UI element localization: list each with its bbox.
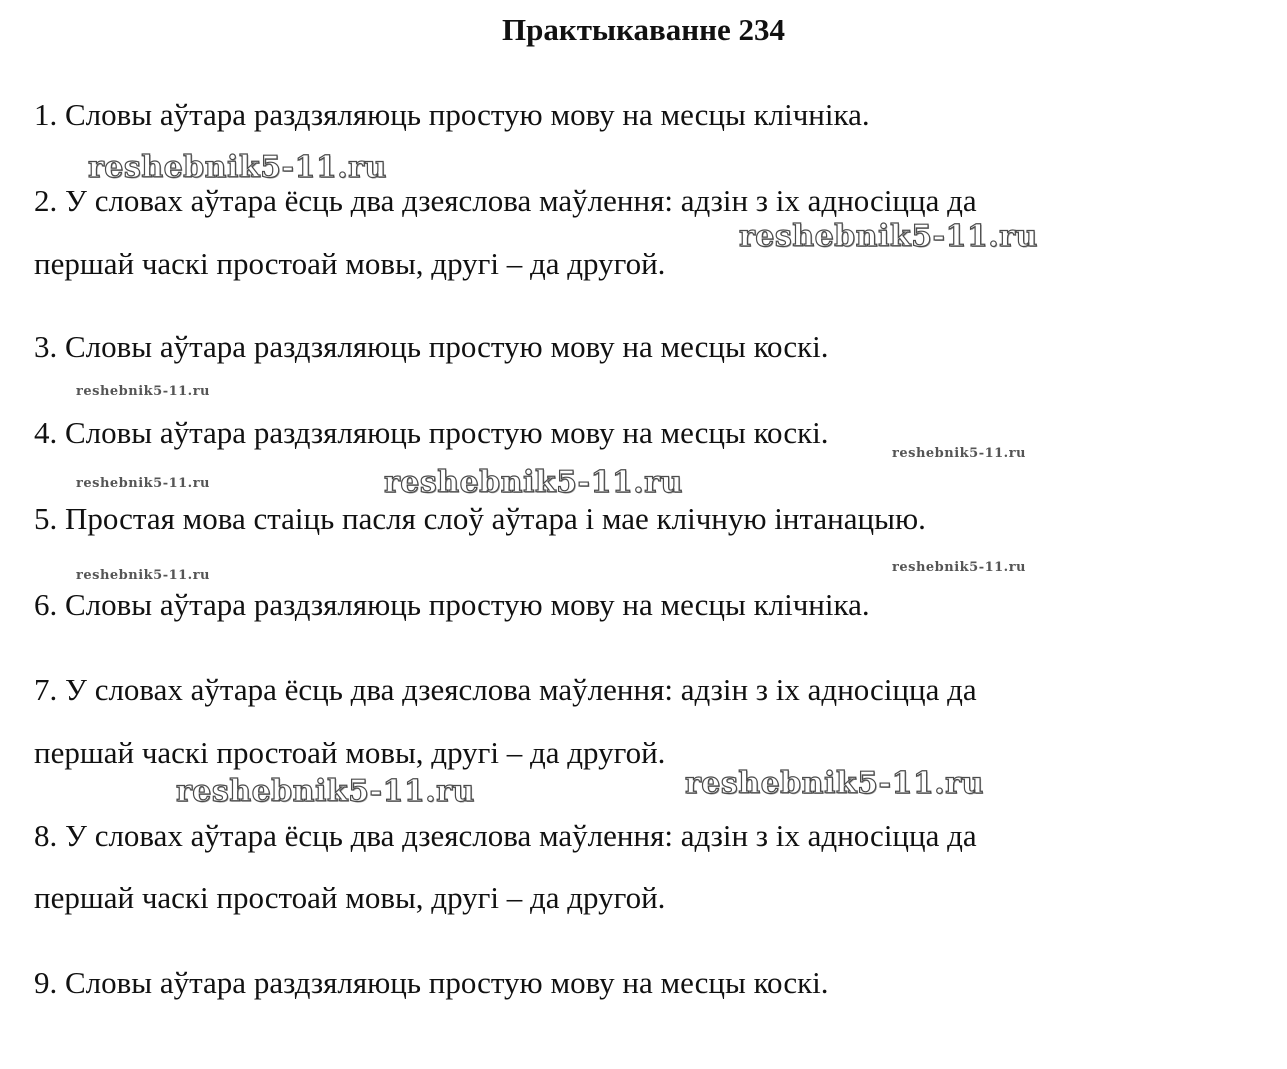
answer-line-7-cont: першай часкі простоай мовы, другі – да другой. bbox=[34, 735, 666, 770]
watermark: reshebnik5-11.ru bbox=[176, 774, 475, 809]
watermark: reshebnik5-11.ru bbox=[892, 446, 1027, 461]
answer-line-3: 3. Словы аўтара раздзяляюць простую мову на месцы коскі. bbox=[34, 329, 829, 364]
answer-line-9: 9. Словы аўтара раздзяляюць простую мову на месцы коскі. bbox=[34, 965, 829, 1000]
answer-line-1: 1. Словы аўтара раздзяляюць простую мову на месцы клічніка. bbox=[34, 97, 870, 132]
answer-line-2-cont: першай часкі простоай мовы, другі – да другой. bbox=[34, 246, 666, 281]
watermark: reshebnik5-11.ru bbox=[384, 465, 683, 500]
watermark: reshebnik5-11.ru bbox=[685, 766, 984, 801]
watermark: reshebnik5-11.ru bbox=[76, 384, 211, 399]
answer-line-8: 8. У словах аўтара ёсць два дзеяслова маўлення: адзін з іх адносіцца да bbox=[34, 818, 977, 853]
answer-line-4: 4. Словы аўтара раздзяляюць простую мову на месцы коскі. bbox=[34, 415, 829, 450]
answer-line-5: 5. Простая мова стаіць пасля слоў аўтара і мае клічную інтанацыю. bbox=[34, 501, 926, 536]
watermark: reshebnik5-11.ru bbox=[88, 150, 387, 185]
watermark: reshebnik5-11.ru bbox=[76, 476, 211, 491]
answer-line-7: 7. У словах аўтара ёсць два дзеяслова маўлення: адзін з іх адносіцца да bbox=[34, 672, 977, 707]
answer-line-6: 6. Словы аўтара раздзяляюць простую мову на месцы клічніка. bbox=[34, 587, 870, 622]
answer-line-2: 2. У словах аўтара ёсць два дзеяслова маўлення: адзін з іх адносіцца да bbox=[34, 183, 977, 218]
watermark: reshebnik5-11.ru bbox=[76, 568, 211, 583]
page-title: Практыкаванне 234 bbox=[501, 12, 785, 47]
watermark: reshebnik5-11.ru bbox=[892, 560, 1027, 575]
watermark: reshebnik5-11.ru bbox=[739, 219, 1038, 254]
answer-line-8-cont: першай часкі простоай мовы, другі – да другой. bbox=[34, 880, 666, 915]
